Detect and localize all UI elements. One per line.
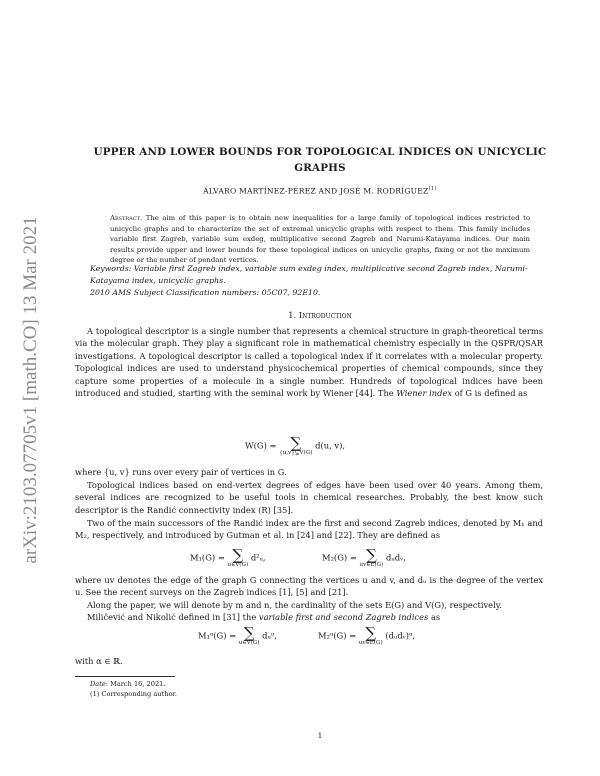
paragraph-3: Topological indices based on end-vertex degrees of edges have been used over 40 years. Among them, several indices are recognized to be useful tools in chemical researches. Probably, the best know such descriptor is the Randić connectivity index (R) [35].: [75, 480, 543, 515]
abstract: [110, 213, 530, 266]
title-line-1: UPPER AND LOWER BOUNDS FOR TOPOLOGICAL INDICES ON UNICYCLIC: [93, 146, 547, 158]
paragraph-7: Miličević and Nikolić defined in [31] the variable first and second Zagreb indices as: [87, 612, 441, 622]
author-names: ÁLVARO MARTÍNEZ-PÉREZ AND JOSÉ M. RODRÍGUEZ: [203, 186, 429, 196]
section-heading: 1. Introduction: [288, 310, 352, 320]
keywords-block: [90, 263, 546, 299]
date-value: : March 16, 2021.: [105, 680, 166, 688]
equation-zagreb-1: M₁(G) = ∑ u∈V(G) d²ᵤ,: [190, 546, 266, 568]
arxiv-id: arXiv:2103.07705v1 [math.CO] 13 Mar 2021: [20, 216, 41, 564]
keywords-label: Keywords:: [90, 264, 132, 273]
abstract-label: Abstract.: [110, 214, 143, 222]
equation-wiener: W(G) = ∑ {u,v}⊆V(G) d(u, v),: [245, 434, 346, 456]
title-line-2: GRAPHS: [294, 162, 346, 174]
page-number: 1: [317, 731, 323, 740]
footnotes: [90, 680, 177, 699]
footnote-divider: [75, 676, 175, 677]
paragraph-1: A topological descriptor is a single number that represents a chemical structure in graph-theoretical terms via the molecular graph. They play a significant role in mathematical chemistry especially in the QSPR/QSAR investigations. A topological descriptor is called a topological index if it correlates with a molecular property. Topological indices are used to understand physicochemical properties of chemical compounds, since they capture some properties of a molecule in a single number. Hundreds of topological indices have been introduced and studied, starting with the seminal work by Wiener [44]. The Wiener index of G is defined as: [75, 326, 543, 399]
paragraph-5: where uv denotes the edge of the graph G connecting the vertices u and v, and dᵤ is the degree of the vertex u. See the recent surveys on the Zagreb indices [1], [5] and [21].: [75, 575, 543, 598]
author-footnote-mark: (1): [428, 186, 437, 192]
authors: [80, 186, 560, 196]
equation-zagreb-2: M₂(G) = ∑ uv∈E(G) dᵤdᵥ,: [322, 546, 406, 568]
paragraph-8: with α ∈ ℝ.: [75, 656, 123, 666]
keywords-text: Variable first Zagreb index, variable sum exdeg index, multiplicative second Zagreb index, Narumi-Katayama index, unicyclic graphs.: [90, 264, 528, 285]
paragraph-6: Along the paper, we will denote by m and n, the cardinality of the sets E(G) and V(G), respectively.: [87, 600, 502, 610]
paragraph-2: where {u, v} runs over every pair of vertices in G.: [75, 467, 287, 477]
date-label: Date: [90, 680, 106, 688]
wiener-index-term: Wiener index: [396, 388, 453, 399]
equation-variable-zagreb-1: M₁ᵅ(G) = ∑ u∈V(G) dᵤᵅ,: [198, 624, 277, 646]
paragraph-4: Two of the main successors of the Randić index are the first and second Zagreb indices, denoted by M₁ and M₂, respectively, and introduced by Gutman et al. in [24] and [22]. They are defined as: [75, 518, 543, 541]
sum-limit: {u,v}⊆V(G): [279, 450, 313, 456]
variable-zagreb-term: variable first and second Zagreb indices: [258, 612, 429, 622]
corresponding-author-note: (1) Corresponding author.: [90, 689, 177, 698]
abstract-text: The aim of this paper is to obtain new inequalities for a large family of topological indices restricted to unicyclic graphs and to characterize the set of extremal unicyclic graphs with respect to them. This family includes variable first Zagreb, variable sum exdeg, multiplicative second Zagreb and Narumi-Katayama indices. Our main results provide upper and lower bounds for these topological indices on unicyclic graphs, fixing or not the maximum degree or the number of pendant vertices.: [110, 214, 530, 265]
arxiv-sidebar-stamp: [16, 180, 46, 600]
equation-variable-zagreb-2: M₂ᵅ(G) = ∑ uv∈E(G) (dᵤdᵥ)ᵅ,: [318, 624, 416, 646]
msc-classification: 2010 AMS Subject Classification numbers: 05C07, 92E10.: [90, 288, 321, 297]
paper-title: [80, 144, 560, 176]
